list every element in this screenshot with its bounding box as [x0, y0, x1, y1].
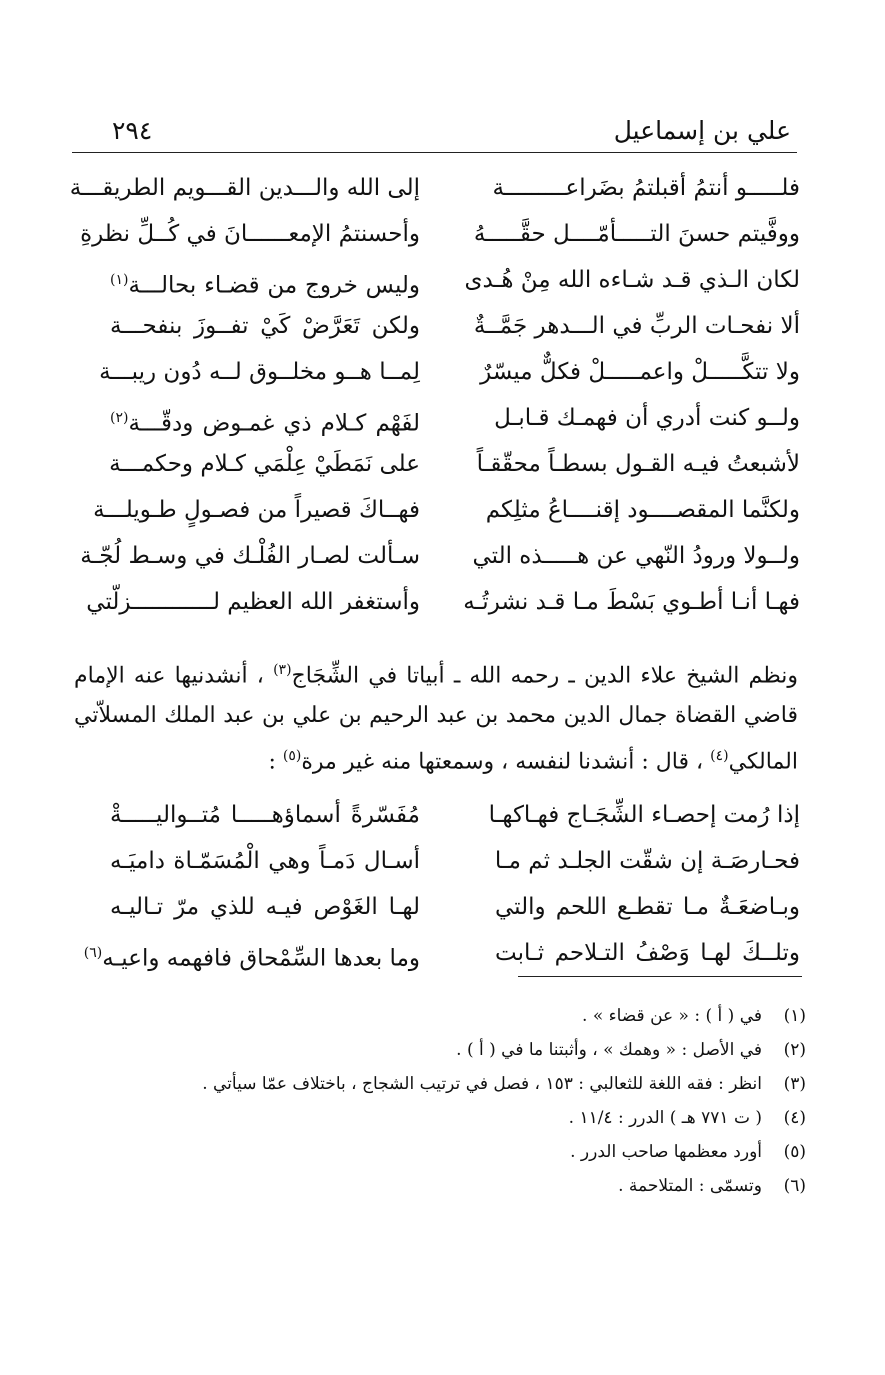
verse: [93, 492, 800, 538]
verse-second-hemistich: أسـال دَمـاً وهي الْمُسَمّـاة داميَـه: [110, 848, 420, 874]
footnote-text: في الأصل : « وهمك » ، وأثبتنا ما في ( أ ) .: [456, 1040, 762, 1060]
footnote: [150, 1138, 806, 1172]
verse-second-hemistich: [110, 262, 420, 304]
verse-first-hemistich: ولــولا ورودُ النّهي عن هـــــذه التي: [472, 543, 800, 569]
page-header: [72, 112, 797, 153]
verse-second-hemistich: لِمــا هــو مخلــوق لــه دُون ريبـــة: [99, 359, 420, 385]
footnote-text: في ( أ ) : « عن قضاء » .: [582, 1006, 762, 1026]
verse: [100, 400, 800, 446]
footnote-reference[interactable]: (٥): [282, 748, 302, 765]
poem-block-2: [83, 797, 800, 981]
verse-second-hemistich: [110, 400, 420, 442]
verse-first-hemistich: وبـاضعَـةٌ مـا تقطـع اللحم والتي: [495, 894, 800, 920]
footnote-reference[interactable]: (٣): [273, 662, 292, 678]
poem-block-1: [69, 170, 800, 630]
verse: [69, 170, 800, 216]
footnote: [150, 1036, 806, 1070]
footnote-reference[interactable]: (٢): [110, 410, 129, 426]
verse-first-hemistich: ولكنَّما المقصــــود إقنــــاعُ مثلِكم: [485, 497, 800, 523]
footnotes: [150, 1002, 806, 1206]
verse-second-hemistich: مُفَسّرةً أسماؤهـــــا مُتــواليـــــةْ: [110, 802, 420, 828]
verse: [86, 584, 800, 630]
verse: [100, 889, 800, 935]
prose-text: :: [268, 749, 276, 775]
verse: [100, 262, 800, 308]
footnote: [150, 1172, 806, 1206]
verse: [83, 935, 800, 981]
hemistich-text: وما بعدها السِّمْحاق فافهمه واعيـه: [102, 945, 420, 972]
verse: [100, 797, 800, 843]
verse-first-hemistich: فحـارصَـة إن شقّت الجلـد ثم مـا: [494, 848, 800, 874]
verse-first-hemistich: لكان الـذي قـد شـاءه الله مِنْ هُـدى: [464, 267, 800, 293]
footnote-reference[interactable]: (٤): [710, 748, 729, 765]
verse-first-hemistich: ولــو كنت أدري أن فهمـك قـابـل: [494, 405, 800, 431]
verse-first-hemistich: فهـا أنـا أطـوي بَسْطَ مـا قـد نشرتُـه: [463, 589, 800, 615]
footnote-reference[interactable]: (٦): [83, 945, 103, 961]
footnote-separator: [518, 976, 802, 977]
prose-text: ، أنشدنيها عنه الإمام قاضي القضاة جمال الدين محمد بن عبد الرحيم بن علي بن عبد الملك المسلاّتي المالكي: [74, 663, 798, 775]
footnote-text: ( ت ٧٧١ هـ ) الدرر : ١١/٤ .: [568, 1108, 762, 1128]
verse: [100, 354, 800, 400]
footnote-number: (٤): [783, 1108, 806, 1128]
verse-second-hemistich: سـألت لصـار الفُلْـك في وسـط لُجّـة: [80, 543, 420, 569]
footnote-number: (٥): [783, 1142, 806, 1162]
hemistich-text: وليس خروج من قضـاء بحالـــة: [128, 272, 420, 299]
verse: [80, 216, 800, 262]
paragraph-text: [74, 650, 798, 783]
verse-first-hemistich: إذا رُمت إحصـاء الشِّجَـاج فهـاكهـا: [488, 802, 800, 828]
footnote-number: (٣): [783, 1074, 806, 1094]
footnote-reference[interactable]: (١): [110, 272, 129, 288]
footnote: [150, 1104, 806, 1138]
footnote-text: أورد معظمها صاحب الدرر .: [570, 1142, 762, 1162]
verse-first-hemistich: ولا تتكَّـــــلْ واعمـــــلْ فكلٌّ ميسّرٌ: [480, 359, 800, 385]
footnote-number: (٢): [783, 1040, 806, 1060]
verse-second-hemistich: [83, 935, 420, 977]
verse: [100, 843, 800, 889]
prose-text: ، قال : أنشدنا لنفسه ، وسمعتها منه غير مرة: [301, 749, 704, 775]
footnote-number: (١): [783, 1006, 806, 1026]
prose-text: ونظم الشيخ علاء الدين ـ رحمه الله ـ أبياتا في الشِّجَاج: [291, 663, 798, 689]
verse-first-hemistich: فلـــــو أنتمُ أقبلتمُ بضَراعـــــــــة: [492, 175, 800, 201]
verse-first-hemistich: ووفَّيتم حسنَ التـــــأمّــــل حقَّـــــهُ: [473, 221, 800, 247]
verse-second-hemistich: وأستغفر الله العظيم لــــــــــــزلّتي: [86, 589, 420, 615]
footnote-text: انظر : فقه اللغة للثعالبي : ١٥٣ ، فصل في ترتيب الشجاج ، باختلاف عمّا سيأتي .: [202, 1074, 762, 1094]
footnote-number: (٦): [783, 1176, 806, 1196]
verse-first-hemistich: وتلــكَ لهـا وَصْفُ التـلاحم ثـابت: [495, 940, 800, 966]
verse: [100, 308, 800, 354]
verse-second-hemistich: وأحسنتمُ الإمعــــــانَ في كُــلِّ نظرةِ: [80, 221, 420, 247]
verse-second-hemistich: على نَمَطَيْ عِلْمَي كـلام وحكمـــة: [109, 451, 420, 477]
hemistich-text: لفَهْم كـلام ذي غمـوض ودقّـــة: [128, 410, 420, 437]
verse-second-hemistich: ولكن تَعَرَّضْ كَيْ تفــوزَ بنفحـــة: [110, 313, 420, 339]
verse-first-hemistich: ألا نفحـات الربِّ في الـــدهر جَمَّــةٌ: [473, 313, 800, 339]
verse-second-hemistich: لهـا الغَوْص فيـه للذي مرّ تـاليـه: [110, 894, 420, 920]
prose-paragraph: [74, 650, 798, 783]
verse-first-hemistich: لأشبعتُ فيـه القـول بسطـاً محقّقـاً: [476, 451, 800, 477]
verse: [100, 446, 800, 492]
footnote-text: وتسمّى : المتلاحمة .: [618, 1176, 762, 1196]
footnote: [150, 1002, 806, 1036]
footnote: [150, 1070, 806, 1104]
running-title: علي بن إسماعيل: [613, 116, 791, 145]
verse-second-hemistich: فهــاكَ قصيراً من فصـولٍ طـويلـــة: [93, 497, 420, 523]
page-number: ٢٩٤: [112, 116, 153, 145]
verse-second-hemistich: إلى الله والـــدين القـــويم الطريقـــة: [69, 175, 420, 201]
verse: [80, 538, 800, 584]
